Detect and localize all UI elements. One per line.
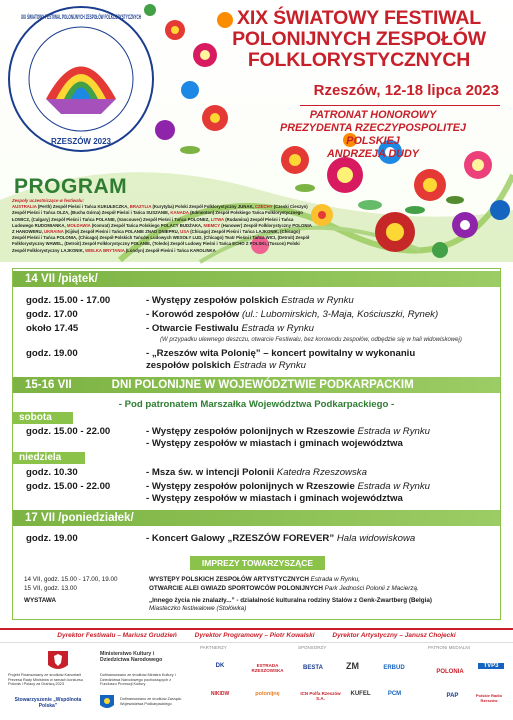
program-heading: PROGRAM <box>14 175 128 198</box>
header <box>0 0 513 262</box>
day1-band: 14 VII /piątek/ <box>13 271 500 287</box>
sponsor-logo: KUFEL <box>350 691 371 697</box>
participant-country: UKRAINA <box>44 229 64 235</box>
schedule-row: około 17.45 - Otwarcie Festiwalu Estrada w Rynku <box>26 323 314 334</box>
media-logo: PAP <box>446 693 459 699</box>
participant-text: (Detroit) Zespół Folklorystyczny POLANIE, (Toledo) Zespół Ludowy Pieśni i Tańca ECHO Z POLSKI, (Tuscon) Polski Zespół <box>12 241 300 253</box>
ministry-funding-text: Dofinansowano ze środków Ministra Kultury i Dziedzictwa Narodowego pochodzących z Funduszu Promocji Kultury <box>100 673 176 687</box>
media-logo: Polskie Radio Rzeszów <box>475 693 503 703</box>
participant-text: (Hanower) Zespół Folklorystyczny <box>221 222 292 228</box>
honorary-patronage <box>253 109 493 161</box>
participant-text: (Londyn) Zespół Pieśni i Tańca KAROLINKA <box>125 247 216 253</box>
patron-line-1: PATRONAT HONOROWY <box>309 109 437 121</box>
polish-emblem-icon <box>48 651 68 673</box>
sponsors-label: SPONSORZY <box>298 645 327 650</box>
directors-strip <box>0 628 513 640</box>
sponsors-strip <box>0 642 513 720</box>
partners-label: PARTNERZY <box>200 645 227 650</box>
partner-logo: NIKIDW <box>210 691 230 697</box>
patron-line-2: PREZYDENTA RZECZYPOSPOLITEJ POLSKIEJ <box>280 122 466 147</box>
day2-band <box>13 377 500 393</box>
participants-body <box>12 204 312 254</box>
event-row: WYSTAWA „Innego życia nie znalazły...” - działalność kulturalna rodziny Stalów z Genk-Zwartberg (Belgia) <box>24 597 432 604</box>
day2-patronage: - Pod patronatem Marszałka Województwa Podkarpackiego - <box>118 399 395 410</box>
media-logo: TVP3 <box>478 663 504 669</box>
side-events-heading: IMPREZY TOWARZYSZĄCE <box>190 556 325 570</box>
participant-text: POLONIA Z HANOWERU, <box>12 222 312 235</box>
title-line-2: POLONIJNYCH ZESPOŁÓW <box>232 28 486 50</box>
participant-country: AUSTRALIA <box>12 204 37 210</box>
schedule-row: zespołów polskich Estrada w Rynku <box>146 360 306 371</box>
participant-text: (Edmonton) Zespół Polskiego Tańca Folklorystycznego ŁOWICZ, (Calgary) Zespół Pieśni i Tańca POLANIE, <box>12 210 303 222</box>
festival-dates: Rzeszów, 12-18 lipca 2023 <box>313 82 499 99</box>
schedule-row: - Występy zespołów w miastach i gminach województwa <box>146 493 403 504</box>
sponsor-logo: ERBUD <box>383 665 405 671</box>
title-line-3: FOLKLORYSTYCZNYCH <box>247 49 471 71</box>
gov-funding-text: Projekt Finansowany ze środków Kancelarii Prezesa Rady Ministrów w ramach konkursu Polonia i Polacy za Granicą 2023 <box>8 673 83 687</box>
sunday-label: niedziela <box>13 452 85 464</box>
participant-country: BRAZYLIA <box>129 204 152 210</box>
day3-band: 17 VII /poniedziałek/ <box>13 510 500 526</box>
partner-logo: ESTRADA RZESZOWSKA <box>251 663 284 673</box>
participant-text: (Kurytyba) Polski Zespół Folklorystyczny JUNAK, <box>152 204 254 210</box>
logo-ring-year: RZESZÓW 2023 <box>50 137 112 146</box>
partner-logo: polonijnę <box>255 691 280 697</box>
festival-logo <box>6 4 250 154</box>
saturday-label: sobota <box>13 412 73 424</box>
schedule-row: godz. 19.00 - Koncert Galowy „RZESZÓW FOREVER” Hala widowiskowa <box>26 533 416 544</box>
rain-note: (W przypadku ulewnego deszczu, otwarcie Festiwalu, bez korowodu zespołów, odbędzie się w hali widowiskowej) <box>160 337 462 343</box>
patron-line-3: ANDRZEJA DUDY <box>327 148 419 160</box>
sponsor-logo: ZM <box>346 661 359 671</box>
artistic-director: Dyrektor Artystyczny – Janusz Chojecki <box>332 632 456 639</box>
podkarpackie-emblem-icon <box>100 695 114 711</box>
participant-text: (Kijów) Zespół Pieśni i Tańca POLANIE ZNAD DNIEPRU, <box>64 229 179 235</box>
event-row: Miasteczko festiwalowe (Stołówka) <box>149 605 247 612</box>
media-patrons-label: PATRONI MEDIALNI <box>428 645 470 650</box>
title-line-1: XIX ŚWIATOWY FESTIWAL <box>237 7 481 29</box>
schedule-row: godz. 15.00 - 22.00 - Występy zespołów polonijnych w Rzeszowie Estrada w Rynku <box>26 426 430 437</box>
schedule-row: godz. 10.30 - Msza św. w intencji Polonii Katedra Rzeszowska <box>26 467 367 478</box>
participant-text: Tańców Ludowych WESOŁY LUD, (Chicago) Teatr Pieśni i Tańca WICI, (Detroit) Zespół Folklorystyczny WAWEL, <box>12 235 310 247</box>
sponsor-logo: ICN Polfa Rzeszów S.A. <box>300 691 341 701</box>
schedule-row: godz. 17.00 - Korowód zespołów (ul.: Lubomirskich, 3-Maja, Kościuszki, Rynek) <box>26 309 439 320</box>
partner-logo: DK <box>215 663 225 669</box>
media-logo: POLONIA <box>436 669 464 675</box>
participant-country: KANADA <box>170 210 189 216</box>
participant-text: (Vancouver) Zespół Pieśni i Tańca POLONEZ, <box>117 216 210 222</box>
festival-title <box>219 8 499 71</box>
ministry-logo: Ministerstwo Kultury i Dziedzictwa Narodowego <box>100 651 163 663</box>
sponsor-logo: PCM <box>387 691 402 697</box>
participant-country: NIEMCY <box>203 222 221 228</box>
event-row: 14 VII, godz. 15.00 - 17.00, 19.00 WYSTĘPY POLSKICH ZESPOŁÓW ARTYSTYCZNYCH Estrada w Rynku, <box>24 576 360 583</box>
participant-text: (Komrat) Zespół Tańca Polskiego POLACY BUDŻAKA, <box>91 222 203 228</box>
sponsor-logo: BESTA <box>303 665 323 671</box>
participant-country: MOŁDAWIA <box>66 222 91 228</box>
participant-country: WIELKA BRYTANIA <box>85 247 125 253</box>
participants-lead: Zespoły uczestniczące w festiwalu: <box>12 198 84 203</box>
schedule-row: - Występy zespołów w miastach i gminach województwa <box>146 438 403 449</box>
region-funding-text: Dofinansowano ze środków Zarządu Województwa Podkarpackiego <box>120 697 182 706</box>
participant-text: Folklorystyczny LAJKONIK, <box>27 247 84 253</box>
program-director: Dyrektor Programowy – Piotr Kowalski <box>194 632 315 639</box>
logo-ring-text: XIX ŚWIATOWY FESTIWAL POLONIJNYCH ZESPOŁÓW FOLKLORYSTYCZNYCH <box>21 15 250 21</box>
participant-country: USA <box>180 229 190 235</box>
participant-text: (Czeski Cieszyn) Zespół Pieśni i Tańca OLZA, (Bucha Górna) Zespół Pieśni i Tańca SUSZANIE, <box>12 204 308 216</box>
schedule-row: godz. 15.00 - 17.00 - Występy zespołów polskich Estrada w Rynku <box>26 295 354 306</box>
day2-title: DNI POLONIJNE W WOJEWÓDZTWIE PODKARPACKIM <box>111 379 414 391</box>
day2-label: 15-16 VII <box>25 379 72 391</box>
participants-list <box>12 198 312 254</box>
festival-director: Dyrektor Festiwalu – Mariusz Grudzień <box>57 632 177 639</box>
participant-country: CZECHY <box>254 204 273 210</box>
divider <box>300 105 500 106</box>
participant-text: (Perth) Zespół Pieśni i Tańca KUKUŁECZKA, <box>37 204 129 210</box>
participant-text: (Rudamina) Zespół Pieśni i Tańca Ludowego RUDOMIANKA, <box>12 216 294 228</box>
participant-text: (Chicago) Zespół Pieśni i Tańca LAJKONIK, (Chicago) Zespół Pieśni i Tańca POLONIA, (Chicago) Zespół Polskich <box>12 229 300 241</box>
wspolnota-polska-logo: Stowarzyszenie „Wspólnota Polska” <box>14 697 82 709</box>
event-row: 15 VII, godz. 13.00 OTWARCIE ALEI GWIAZD SPORTOWCÓW POLONIJNYCH Park Jedności Polonii z Macierzą. <box>24 585 419 592</box>
participant-country: LITWA <box>210 216 224 222</box>
schedule-row: godz. 15.00 - 22.00 - Występy zespołów polonijnych w Rzeszowie Estrada w Rynku <box>26 481 430 492</box>
schedule-row: godz. 19.00 - „Rzeszów wita Polonię” – koncert powitalny w wykonaniu <box>26 348 416 359</box>
